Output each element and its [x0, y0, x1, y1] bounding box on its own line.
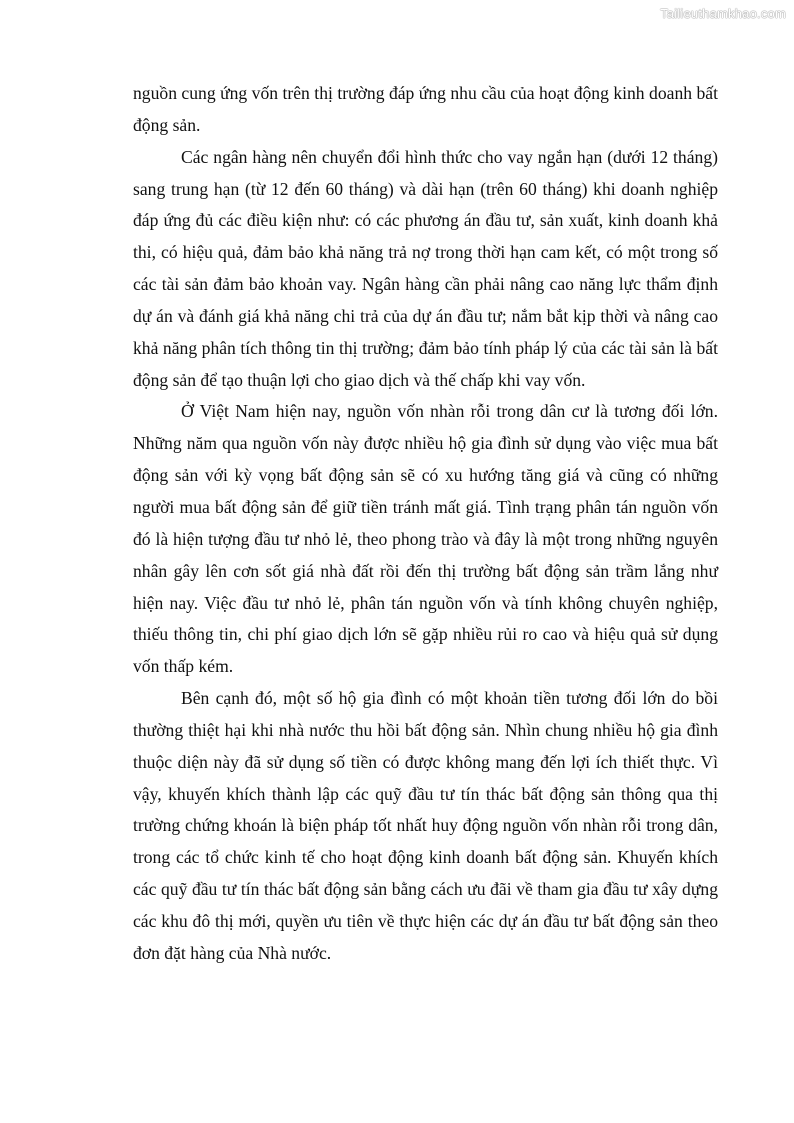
paragraph-trust-funds: Bên cạnh đó, một số hộ gia đình có một khoản tiền tương đối lớn do bồi thường thiệt hại khi nhà nước thu hồi bất động sản. Nhìn chung nhiều hộ gia đình thuộc diện này đã sử dụng số tiền có được không mang đến lợi ích thiết thực. Vì vậy, khuyến khích thành lập các quỹ đầu tư tín thác bất động sản thông qua thị trường chứng khoán là biện pháp tốt nhất huy động nguồn vốn nhàn rỗi trong dân, trong các tổ chức kinh tế cho hoạt động kinh doanh bất động sản. Khuyến khích các quỹ đầu tư tín thác bất động sản bằng cách ưu đãi về tham gia đầu tư xây dựng các khu đô thị mới, quyền ưu tiên về thực hiện các dự án đầu tư bất động sản theo đơn đặt hàng của Nhà nước.: [133, 688, 718, 963]
paragraph-idle-capital: Ở Việt Nam hiện nay, nguồn vốn nhàn rỗi trong dân cư là tương đối lớn. Những năm qua nguồn vốn này được nhiều hộ gia đình sử dụng vào việc mua bất động sản với kỳ vọng bất động sản sẽ có xu hướng tăng giá và cũng có những người mua bất động sản để giữ tiền tránh mất giá. Tình trạng phân tán nguồn vốn đó là hiện tượng đầu tư nhỏ lẻ, theo phong trào và đây là một trong những nguyên nhân gây lên cơn sốt giá nhà đất rồi đến thị trường bất động sản trầm lắng như hiện nay. Việc đầu tư nhỏ lẻ, phân tán nguồn vốn và tính không chuyên nghiệp, thiếu thông tin, chi phí giao dịch lớn sẽ gặp nhiều rủi ro cao và hiệu quả sử dụng vốn thấp kém.: [133, 401, 718, 677]
watermark: Tailieuthamkhao.com: [660, 6, 786, 21]
paragraph-continuation: nguồn cung ứng vốn trên thị trường đáp ứng nhu cầu của hoạt động kinh doanh bất động sản.: [133, 83, 718, 135]
document-body: [133, 78, 718, 970]
paragraph-bank-loans: Các ngân hàng nên chuyển đổi hình thức cho vay ngắn hạn (dưới 12 tháng) sang trung hạn (từ 12 đến 60 tháng) và dài hạn (trên 60 tháng) khi doanh nghiệp đáp ứng đủ các điều kiện như: có các phương án đầu tư, sản xuất, kinh doanh khả thi, có hiệu quả, đảm bảo khả năng trả nợ trong thời hạn cam kết, có một trong số các tài sản đảm bảo khoản vay. Ngân hàng cần phải nâng cao năng lực thẩm định dự án và đánh giá khả năng chi trả của dự án đầu tư; nắm bắt kịp thời và nâng cao khả năng phân tích thông tin thị trường; đảm bảo tính pháp lý của các tài sản là bất động sản để tạo thuận lợi cho giao dịch và thế chấp khi vay vốn.: [133, 146, 718, 390]
